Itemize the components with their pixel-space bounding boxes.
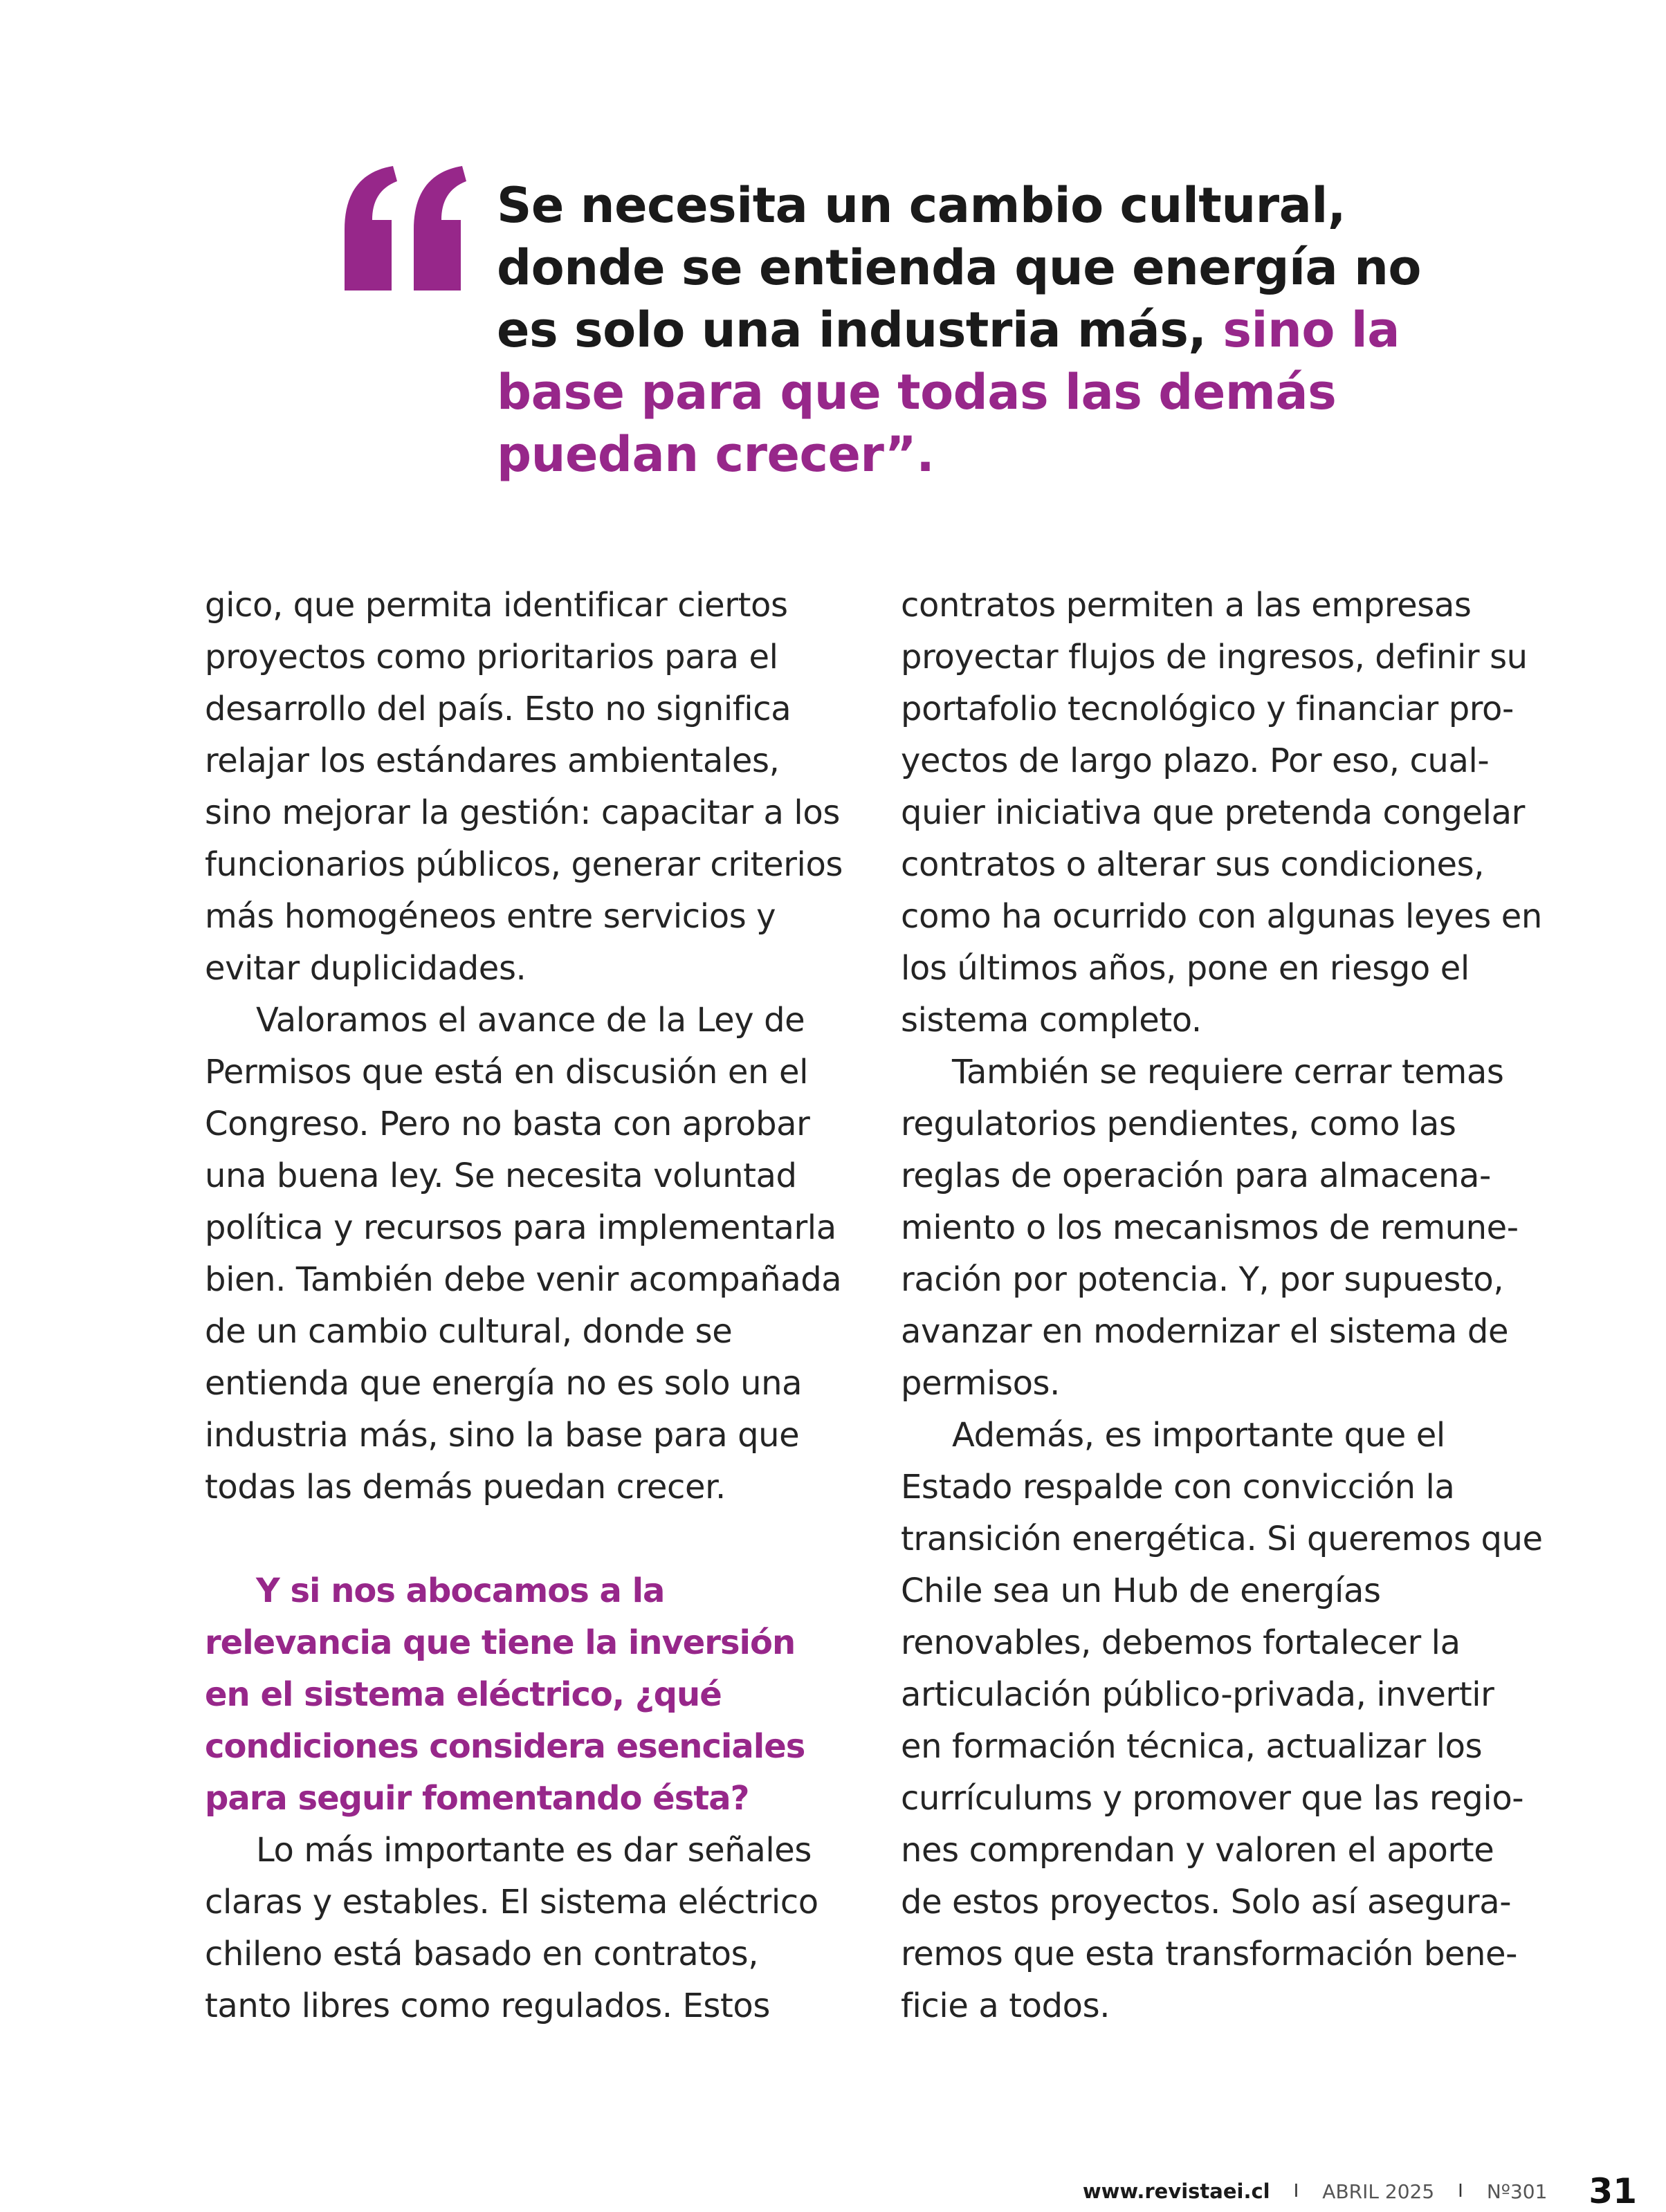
- page-footer: [1083, 2170, 1637, 2212]
- page-number: 31: [1589, 2171, 1637, 2211]
- footer-issue: Nº301: [1486, 2179, 1548, 2203]
- footer-date: ABRIL 2025: [1322, 2179, 1435, 2203]
- right-column: [901, 580, 1544, 2032]
- left-column: [205, 580, 848, 2032]
- right-paragraph-3: Además, es importante que el Estado respalde con convicción la transición energética. Si queremos que Chile sea un Hub de energías renovables, debemos fortalecer la articulación público-privada, invertir en formación técnica, actualizar los currículums y promover que las regiones comprendan y valoren el aporte de estos proyectos. Solo así aseguraremos que esta transformación beneficie a todos.: [901, 1416, 1543, 2025]
- footer-separator: I: [1458, 2181, 1463, 2202]
- pull-quote-highlight: sino la base para que todas las demás puedan crecer”.: [497, 302, 1400, 483]
- interview-question: Y si nos abocamos a la relevancia que tiene la inversión en el sistema eléctrico, ¿qué condiciones considera esenciales para seguir fomentando ésta?: [205, 1572, 805, 1818]
- footer-website[interactable]: www.revistaei.cl: [1082, 2179, 1270, 2203]
- left-paragraph-2: Valoramos el avance de la Ley de Permisos que está en discusión en el Congreso. Pero no basta con aprobar una buena ley. Se necesita voluntad política y recursos para implementarla bien. También debe venir acompañada de un cambio cultural, donde se entienda que energía no es solo una industria más, sino la base para que todas las demás puedan crecer.: [205, 1001, 842, 1506]
- open-quote-icon: [339, 166, 470, 291]
- left-paragraph-3: Lo más importante es dar señales claras y estables. El sistema eléctrico chileno está basado en contratos, tanto libres como regulados. Estos: [205, 1831, 818, 2025]
- right-paragraph-1: contratos permiten a las empresas proyectar flujos de ingresos, definir su portafolio tecnológico y financiar proyectos de largo plazo. Por eso, cualquier iniciativa que pretenda congelar contratos o alterar sus condiciones, como ha ocurrido con algunas leyes en los últimos años, pone en riesgo el sistema completo.: [901, 586, 1542, 1040]
- pull-quote-plain: Se necesita un cambio cultural, donde se entienda que energía no es solo una industria más,: [497, 177, 1422, 358]
- pull-quote-text: [497, 174, 1445, 486]
- right-paragraph-2: También se requiere cerrar temas regulatorios pendientes, como las reglas de operación para almacenamiento o los mecanismos de remuneración por potencia. Y, por supuesto, avanzar en modernizar el sistema de permisos.: [901, 1053, 1519, 1403]
- left-paragraph-1: gico, que permita identificar ciertos proyectos como prioritarios para el desarrollo del país. Esto no significa relajar los estándares ambientales, sino mejorar la gestión: capacitar a los funcionarios públicos, generar criterios más homogéneos entre servicios y evitar duplicidades.: [205, 586, 843, 988]
- footer-separator: I: [1293, 2181, 1299, 2202]
